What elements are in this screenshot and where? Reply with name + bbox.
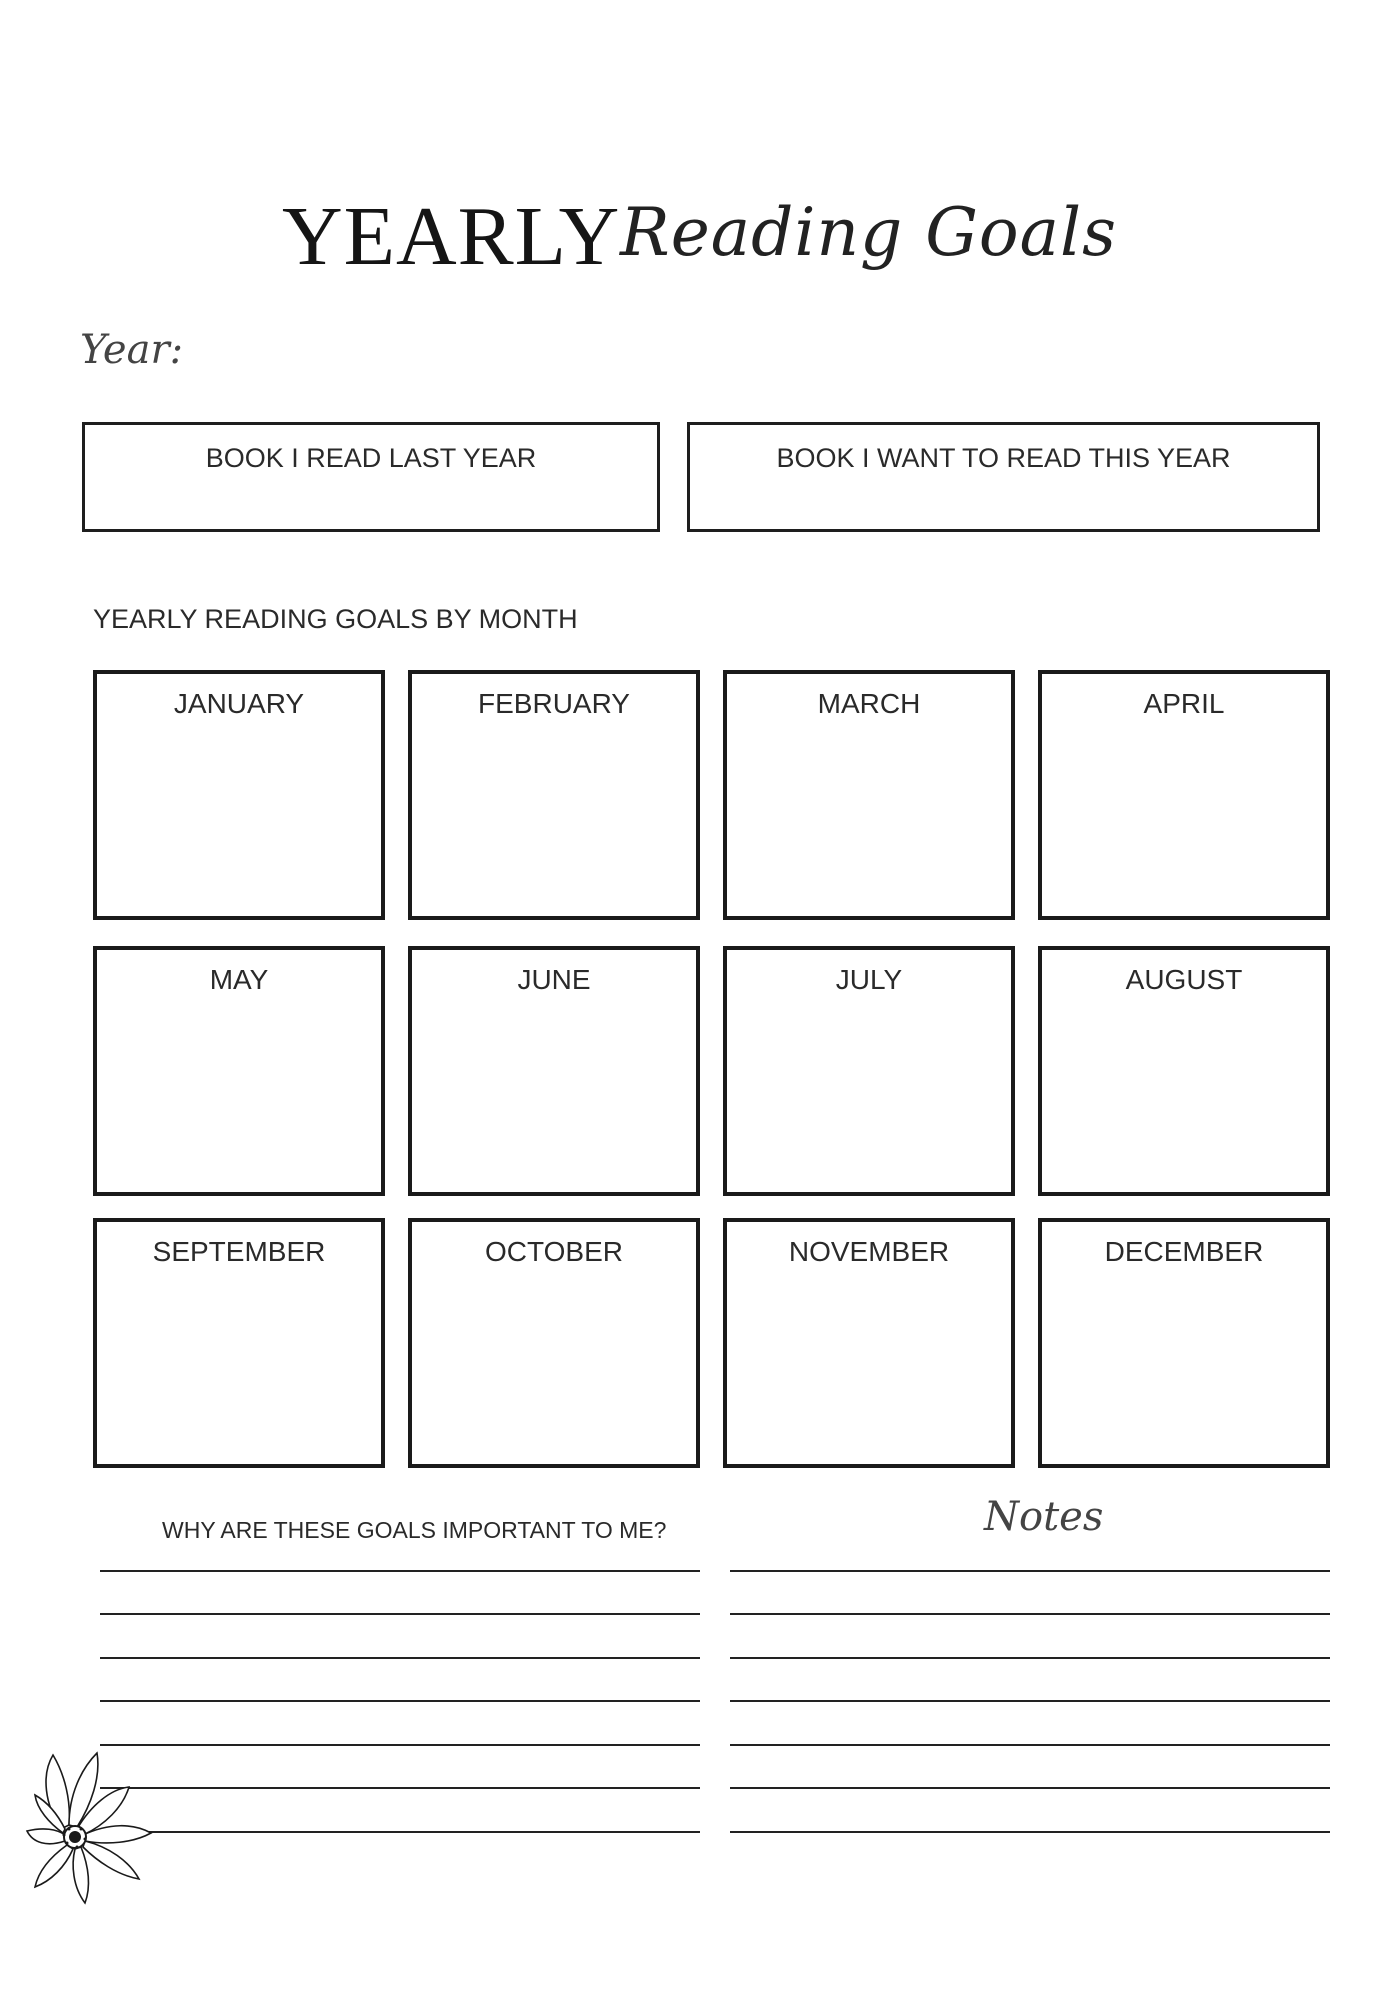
month-box-december[interactable] <box>1038 1218 1330 1468</box>
month-label: FEBRUARY <box>478 688 630 719</box>
year-label: Year: <box>80 327 184 373</box>
book-want-this-year-box[interactable] <box>687 422 1320 532</box>
writing-line[interactable] <box>100 1570 700 1572</box>
book-read-last-year-label: BOOK I READ LAST YEAR <box>205 443 537 473</box>
page-title-script: Reading Goals <box>620 194 1117 271</box>
month-box-july[interactable] <box>723 946 1015 1196</box>
writing-line[interactable] <box>100 1700 700 1702</box>
month-label: NOVEMBER <box>788 1236 950 1267</box>
book-read-last-year-box[interactable] <box>82 422 660 532</box>
month-label: AUGUST <box>1125 964 1243 995</box>
why-goals-label: WHY ARE THESE GOALS IMPORTANT TO ME? <box>162 1517 667 1543</box>
month-box-may[interactable] <box>93 946 385 1196</box>
month-label: OCTOBER <box>485 1236 623 1267</box>
month-box-january[interactable] <box>93 670 385 920</box>
notes-line[interactable] <box>730 1744 1330 1746</box>
writing-line[interactable] <box>100 1657 700 1659</box>
month-box-november[interactable] <box>723 1218 1015 1468</box>
month-label: MARCH <box>817 688 921 719</box>
page-title-main: YEARLY <box>282 190 621 283</box>
writing-line[interactable] <box>100 1831 700 1833</box>
month-label: JUNE <box>517 964 591 995</box>
writing-line[interactable] <box>100 1744 700 1746</box>
month-label: JULY <box>835 964 903 995</box>
month-box-september[interactable] <box>93 1218 385 1468</box>
month-box-february[interactable] <box>408 670 700 920</box>
month-label: MAY <box>209 964 269 995</box>
writing-line[interactable] <box>100 1613 700 1615</box>
month-box-august[interactable] <box>1038 946 1330 1196</box>
notes-line[interactable] <box>730 1831 1330 1833</box>
writing-line[interactable] <box>100 1787 700 1789</box>
notes-line[interactable] <box>730 1657 1330 1659</box>
notes-label: Notes <box>984 1494 1104 1540</box>
notes-line[interactable] <box>730 1787 1330 1789</box>
notes-line[interactable] <box>730 1613 1330 1615</box>
month-box-october[interactable] <box>408 1218 700 1468</box>
month-box-june[interactable] <box>408 946 700 1196</box>
month-box-march[interactable] <box>723 670 1015 920</box>
month-label: SEPTEMBER <box>152 1236 326 1267</box>
flower-icon <box>25 1735 175 1905</box>
month-box-april[interactable] <box>1038 670 1330 920</box>
book-want-this-year-label: BOOK I WANT TO READ THIS YEAR <box>776 443 1231 473</box>
month-label: JANUARY <box>173 688 305 719</box>
month-label: DECEMBER <box>1104 1236 1264 1267</box>
month-label: APRIL <box>1143 688 1225 719</box>
notes-line[interactable] <box>730 1570 1330 1572</box>
notes-line[interactable] <box>730 1700 1330 1702</box>
section-label: YEARLY READING GOALS BY MONTH <box>93 604 578 634</box>
